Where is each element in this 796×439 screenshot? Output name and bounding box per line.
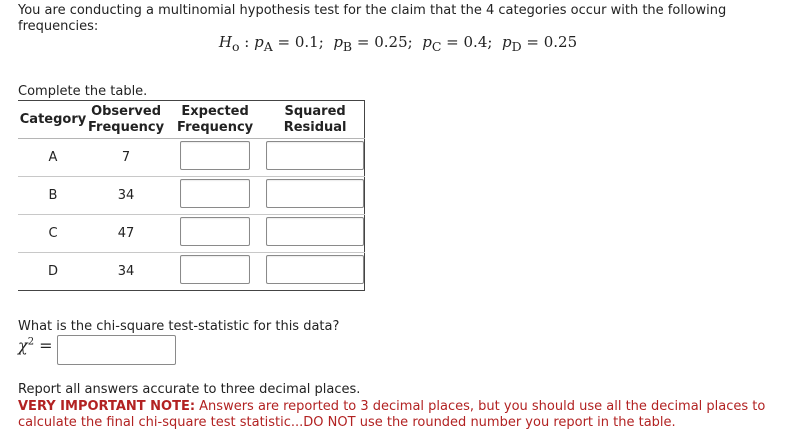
expected-input-b[interactable] — [180, 179, 250, 208]
report-instruction: Report all answers accurate to three decimal places. — [18, 382, 361, 397]
chi-square-question: What is the chi-square test-statistic for this data? — [18, 319, 340, 334]
observed-cell: 34 — [88, 177, 164, 215]
expected-input-c[interactable] — [180, 217, 250, 246]
chi-square-input[interactable] — [57, 335, 176, 365]
null-hypothesis: $H_o$ : $p_A = 0.1$; $p_B = 0.25$; $p_C = 0.4$; $p_D = 0.25$ — [218, 33, 578, 54]
note-label: VERY IMPORTANT NOTE: — [18, 399, 196, 414]
frequency-table — [18, 100, 365, 291]
note-text: Answers are reported to 3 decimal places, but you should use all the decimal places to calculate the final chi-square test statistic...DO NOT use the rounded number you report in the table. — [18, 399, 766, 430]
table-row — [18, 139, 365, 177]
residual-input-b[interactable] — [266, 179, 364, 208]
residual-input-d[interactable] — [266, 255, 364, 284]
header-expected: Expected Frequency — [164, 101, 266, 139]
table-row — [18, 253, 365, 291]
expected-input-d[interactable] — [180, 255, 250, 284]
table-row — [18, 177, 365, 215]
table-row — [18, 215, 365, 253]
table-header-row — [18, 101, 365, 139]
observed-cell: 7 — [88, 139, 164, 177]
category-cell: B — [18, 177, 88, 215]
header-observed: Observed Frequency — [88, 101, 164, 139]
observed-cell: 47 — [88, 215, 164, 253]
problem-intro: You are conducting a multinomial hypothesis test for the claim that the 4 categories occur with the following frequencies: — [18, 3, 727, 34]
category-cell: C — [18, 215, 88, 253]
residual-input-c[interactable] — [266, 217, 364, 246]
category-cell: A — [18, 139, 88, 177]
important-note — [18, 399, 788, 431]
category-cell: D — [47, 264, 58, 279]
header-category: Category — [18, 101, 88, 139]
chi-square-label: $\chi^2$ = — [18, 336, 53, 355]
observed-cell: 34 — [117, 264, 135, 279]
header-squared-residual: Squared Residual — [266, 101, 365, 139]
table-prompt: Complete the table. — [18, 84, 148, 99]
expected-input-a[interactable] — [180, 141, 250, 170]
residual-input-a[interactable] — [266, 141, 364, 170]
